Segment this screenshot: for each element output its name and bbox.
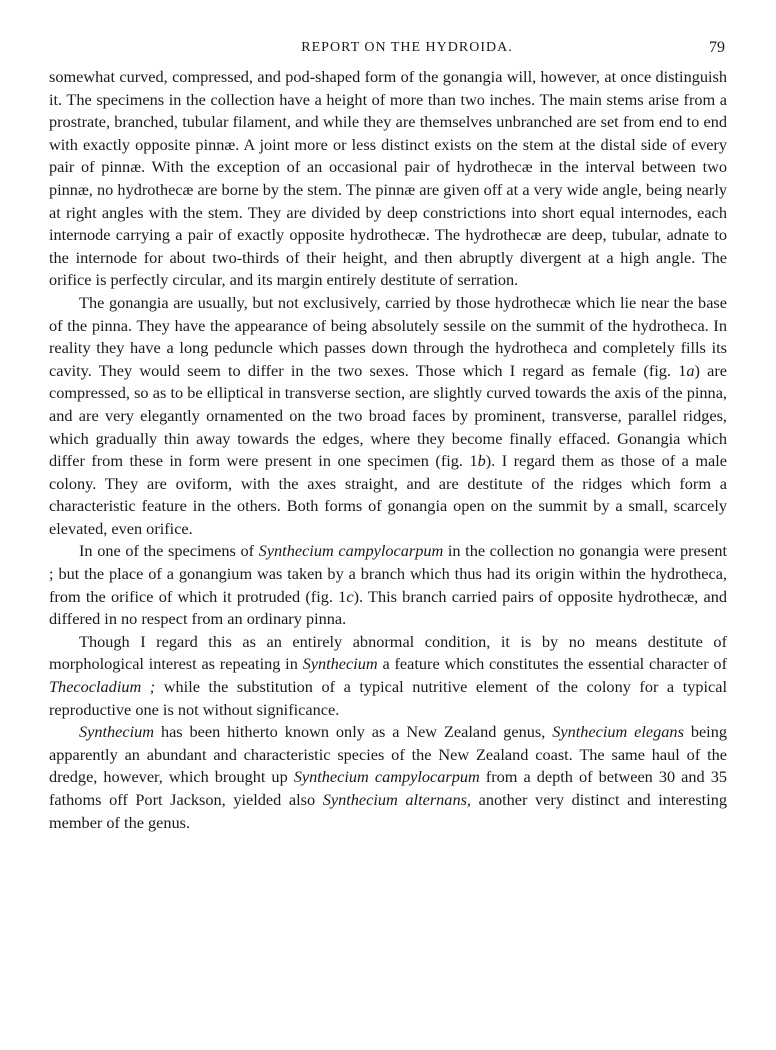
text-segment: from a depth of between 30 and 35 fathoms off Port Jackson, yielded also xyxy=(49,767,728,809)
figure-letter: a xyxy=(686,360,695,380)
text-segment: while the substitution of a typical nutritive element of the colony for a typical reproductive one is not without significance. xyxy=(49,677,728,719)
species-name: Synthecium campylocarpum xyxy=(293,767,480,787)
figure-letter: c xyxy=(346,586,354,606)
genus-name: Synthecium xyxy=(302,654,378,674)
species-name: Synthecium elegans xyxy=(552,722,684,742)
text-segment: has been hitherto known only as a New Zealand genus, xyxy=(154,722,553,742)
page xyxy=(49,40,727,834)
text-segment: In one of the specimens of xyxy=(79,541,259,561)
text-segment: being apparently an abundant and characteristic species of the New Zealand coast. The same haul of the dredge, however, which brought up xyxy=(49,722,727,787)
genus-name: Thecocladium ; xyxy=(49,677,156,697)
text-segment: somewhat curved, compressed, and pod-shaped form of the gonangia will, however, at once distinguish it. The specimens in the collection have a height of more than two inches. The main stems arise from a prostrate, branched, tubular filament, and while they are themselves unbranched are set from end to end with exactly opposite pinnæ. A joint more or less distinct exists on the stem at the distal side of every pair of pinnæ. With the exception of an occasional pair of hydrothecæ in the interval between two pinnæ, no hydrothecæ are borne by the stem. The pinnæ are given off at a very wide angle, being nearly at right angles with the stem. They are divided by deep constrictions into short equal internodes, each internode carrying a pair of exactly opposite hydrothecæ. The hydrothecæ are deep, tubular, adnate to the internode for about two-thirds of their height, and then abruptly divergent at a high angle. The orifice is perfectly circular, and its margin entirely destitute of serration. xyxy=(49,67,727,290)
figure-letter: b xyxy=(477,451,486,471)
text-segment: ). I regard them as those of a male colony. They are oviform, with the axes straight, and are destitute of the ridges which form a characteristic feature in the others. Both forms of gonangia open on the summit by a small, scarcely elevated, even orifice. xyxy=(49,451,727,538)
text-segment: ) are compressed, so as to be elliptical in transverse section, are slightly curved towards the axis of the pinna, and are very elegantly ornamented on the two broad faces by prominent, transverse, parallel ridges, which gradually thin away towards the edges, where they become finally effaced. Gonangia which differ from these in form were present in one specimen (fig. 1 xyxy=(49,360,727,471)
text-segment: a feature which constitutes the essential character of xyxy=(377,654,727,674)
species-name: Synthecium alternans, xyxy=(322,790,471,809)
species-name: Synthecium campylocarpum xyxy=(258,541,444,561)
text-segment: The gonangia are usually, but not exclusively, carried by those hydrothecæ which lie near the base of the pinna. They have the appearance of being absolutely sessile on the summit of the hydrotheca. In reality they have a long peduncle which passes down through the hydrotheca and completely fills its cavity. They would seem to differ in the two sexes. Those which I regard as female (fig. 1 xyxy=(49,292,727,380)
paragraph-5 xyxy=(49,721,727,834)
running-title: REPORT ON THE HYDROIDA. xyxy=(301,40,513,55)
running-head xyxy=(49,40,727,66)
text-segment: in the collection no gonangia were present ; but the place of a gonangium was taken by a branch which thus had its origin within the hydrotheca, from the orifice of which it protruded (fig. 1 xyxy=(49,541,727,606)
paragraph-2 xyxy=(49,292,727,541)
paragraph-3 xyxy=(49,540,727,630)
text-segment: Though I regard this as an entirely abnormal condition, it is by no means destitute of morphological interest as repeating in xyxy=(49,631,727,674)
page-number: 79 xyxy=(709,39,725,56)
paragraph-4 xyxy=(49,631,727,721)
paragraph-1 xyxy=(49,66,727,292)
text-segment: another very distinct and interesting member of the genus. xyxy=(49,790,727,832)
genus-name: Synthecium xyxy=(79,722,155,742)
body-text xyxy=(49,66,727,834)
text-segment: ). This branch carried pairs of opposite hydrothecæ, and differed in no respect from an ordinary pinna. xyxy=(49,586,727,629)
